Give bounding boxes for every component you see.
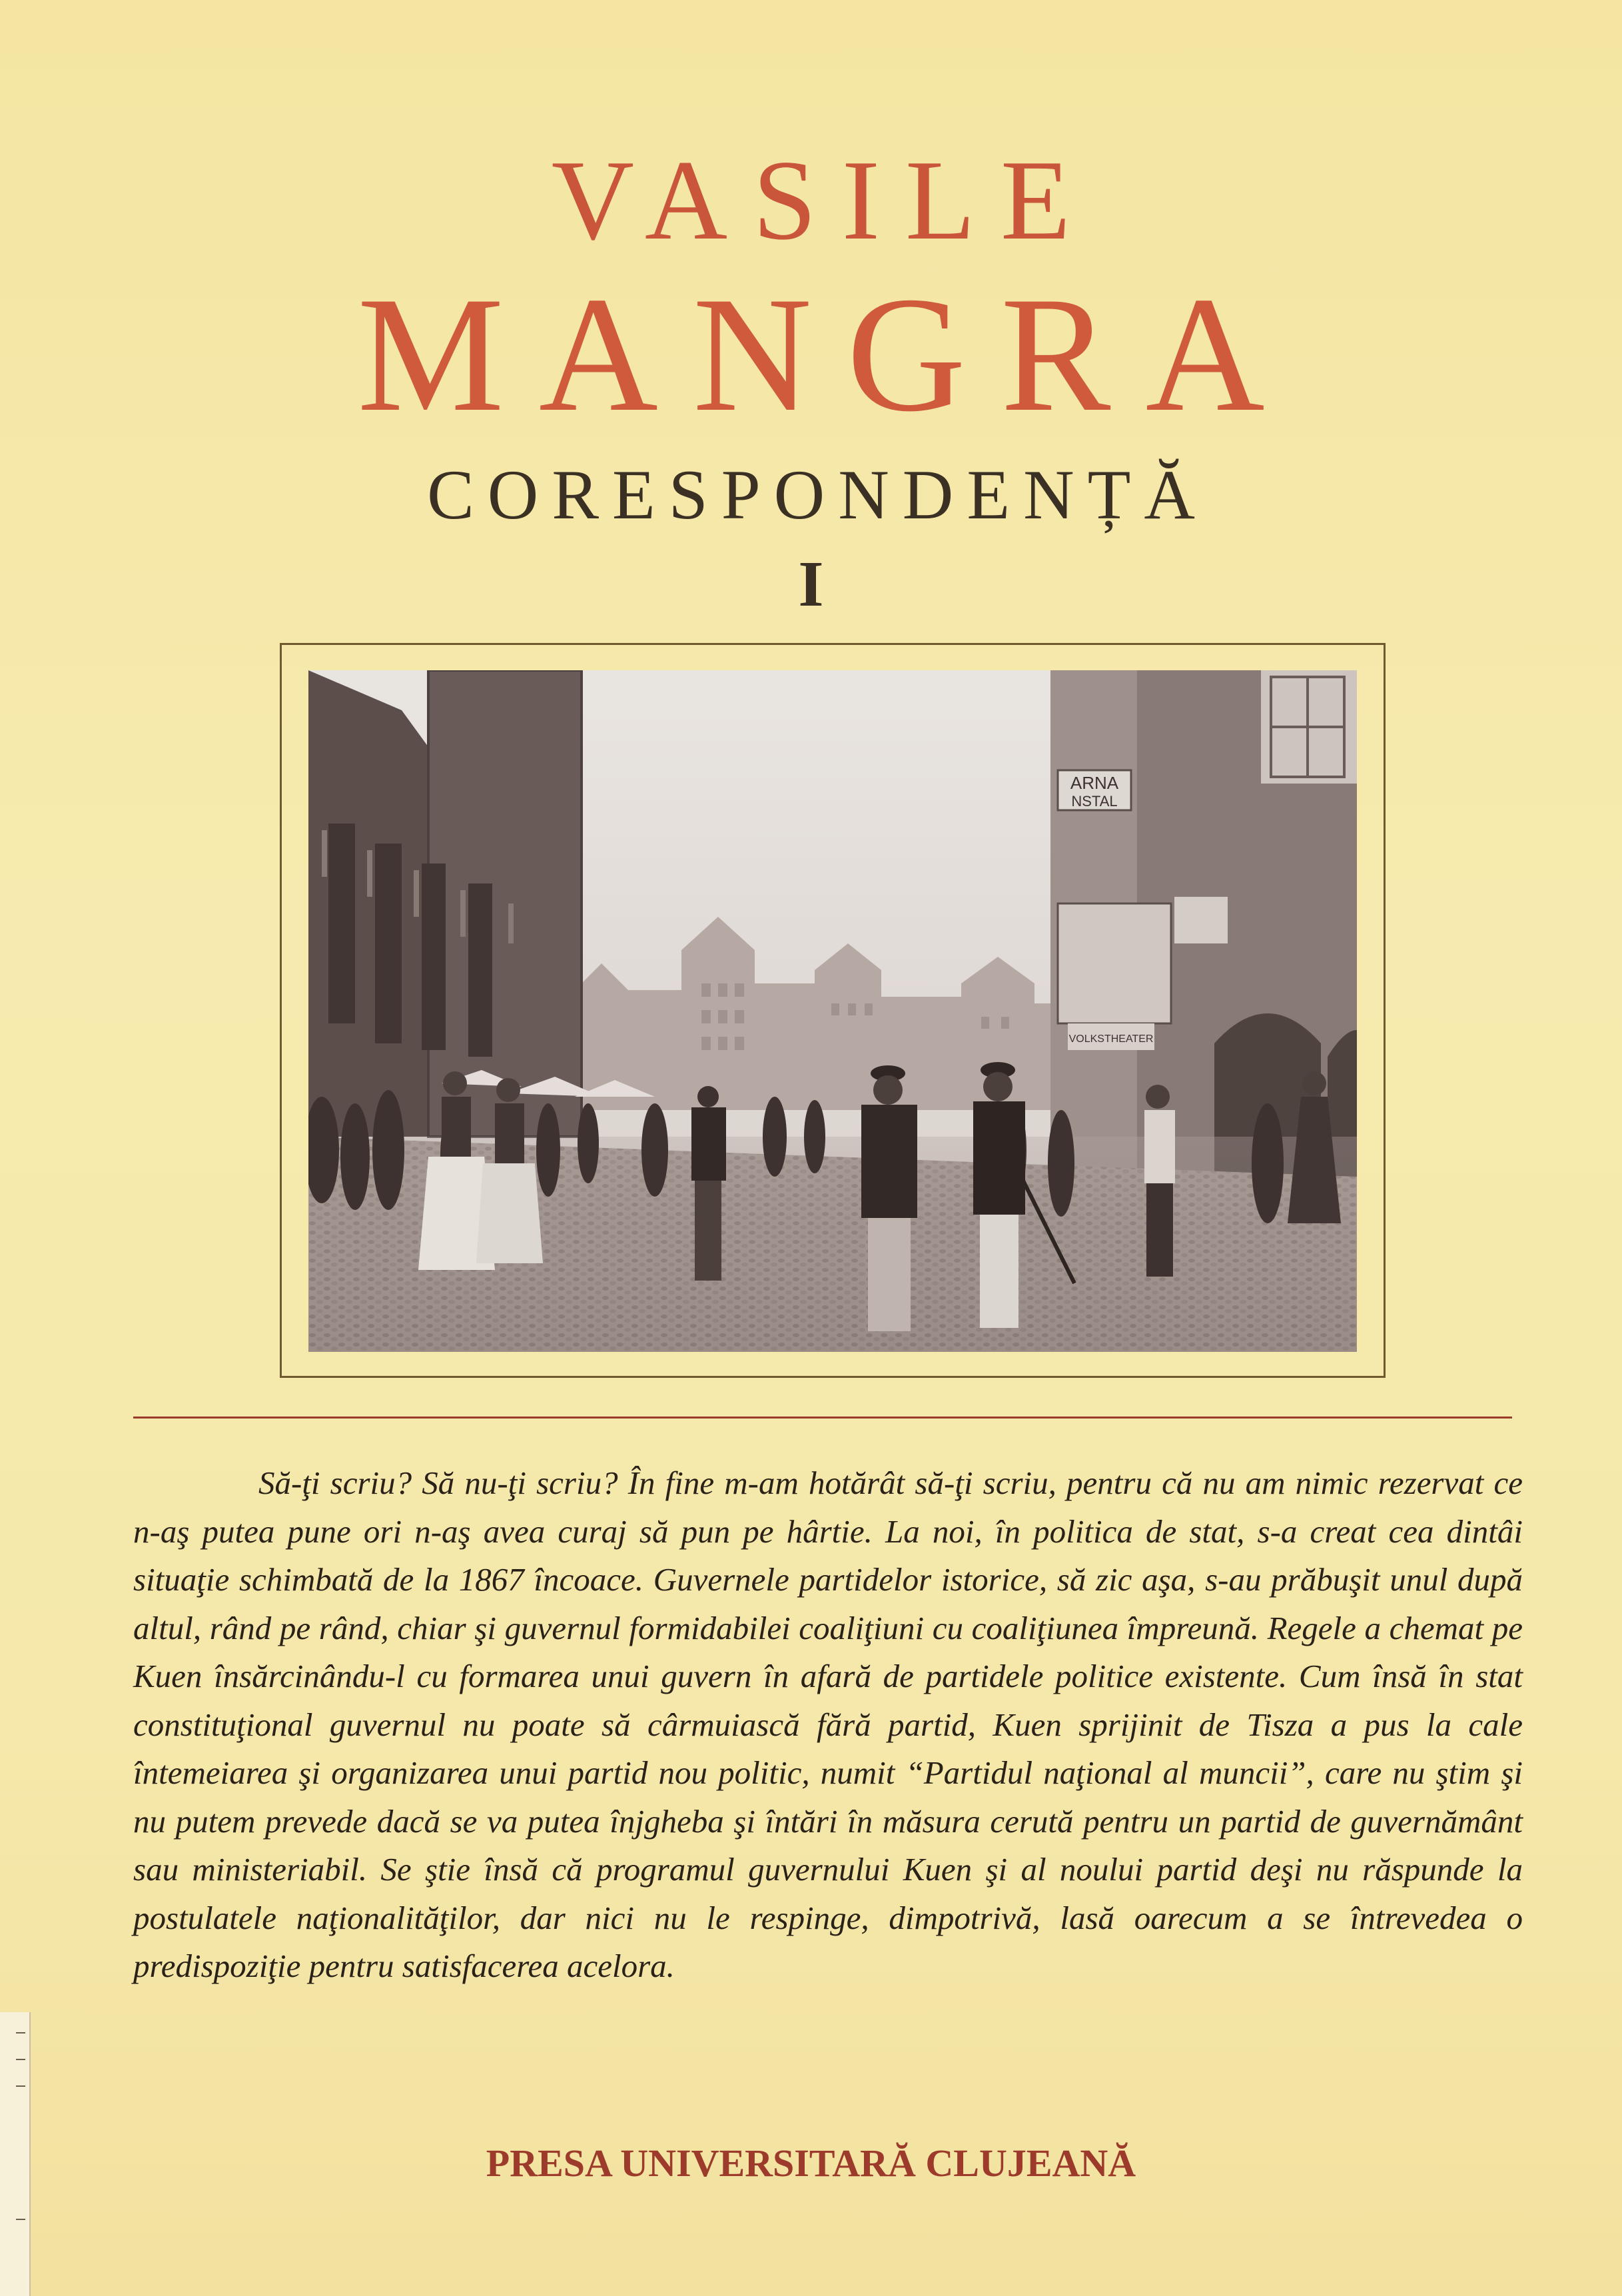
excerpt-text: Să-ţi scriu? Să nu-ţi scriu? În fine m-am hotărât să-ţi scriu, pentru că nu am nimic rezervat ce n-aş putea pune ori n-aş avea curaj să pun pe hârtie. La noi, în politica de stat, s-a creat cea dintâi situaţie schimbată de la 1867 încoace. Guvernele partidelor istorice, să zic aşa, s-au prăbuşit unul după altul, rând pe rând, chiar şi guvernul formidabilei coaliţiuni cu coaliţiunea împreună. Regele a chemat pe Kuen însărcinându-l cu formarea unui guvern în afară de partidele politice existente. Cum însă în stat constituţional guvernul nu poate să cârmuiască fără partid, Kuen sprijinit de Tisza a pus la cale întemeiarea şi organizarea unui partid nou politic, numit “Partidul naţional al muncii”, care nu ştim şi nu putem prevede dacă se va putea înjgheba şi întări în măsura cerută pentru un partid de guvernământ sau ministeriabil. Se ştie însă că programul guvernului Kuen şi al noului partid deşi nu răspunde la postulatele naţionalităţilor, dar nici nu le respinge, dimpotrivă, lasă oarecum a se întrevedea o predispoziţie pentru satisfacerea acelora.	[133, 1464, 1523, 1984]
book-title: CORESPONDENȚĂ	[427, 456, 1208, 534]
author-first-name: VASILE	[551, 137, 1096, 264]
author-last-name: MANGRA	[357, 263, 1300, 446]
volume-number: I	[798, 548, 824, 620]
divider-rule	[133, 1417, 1512, 1419]
library-tab	[0, 2012, 31, 2296]
publisher-name: PRESA UNIVERSITARĂ CLUJEANĂ	[486, 2141, 1136, 2185]
historic-street-photo	[308, 670, 1357, 1352]
tab-tick	[16, 2219, 25, 2220]
tab-tick	[16, 2032, 25, 2033]
sign-text-1: ARNA	[1070, 773, 1119, 793]
tab-tick	[16, 2085, 25, 2087]
tab-tick	[16, 2059, 25, 2060]
sign-text-3: VOLKSTHEATER	[1068, 1033, 1154, 1045]
sign-text-2: NSTAL	[1071, 793, 1118, 810]
photo-illustration	[308, 670, 1357, 1352]
